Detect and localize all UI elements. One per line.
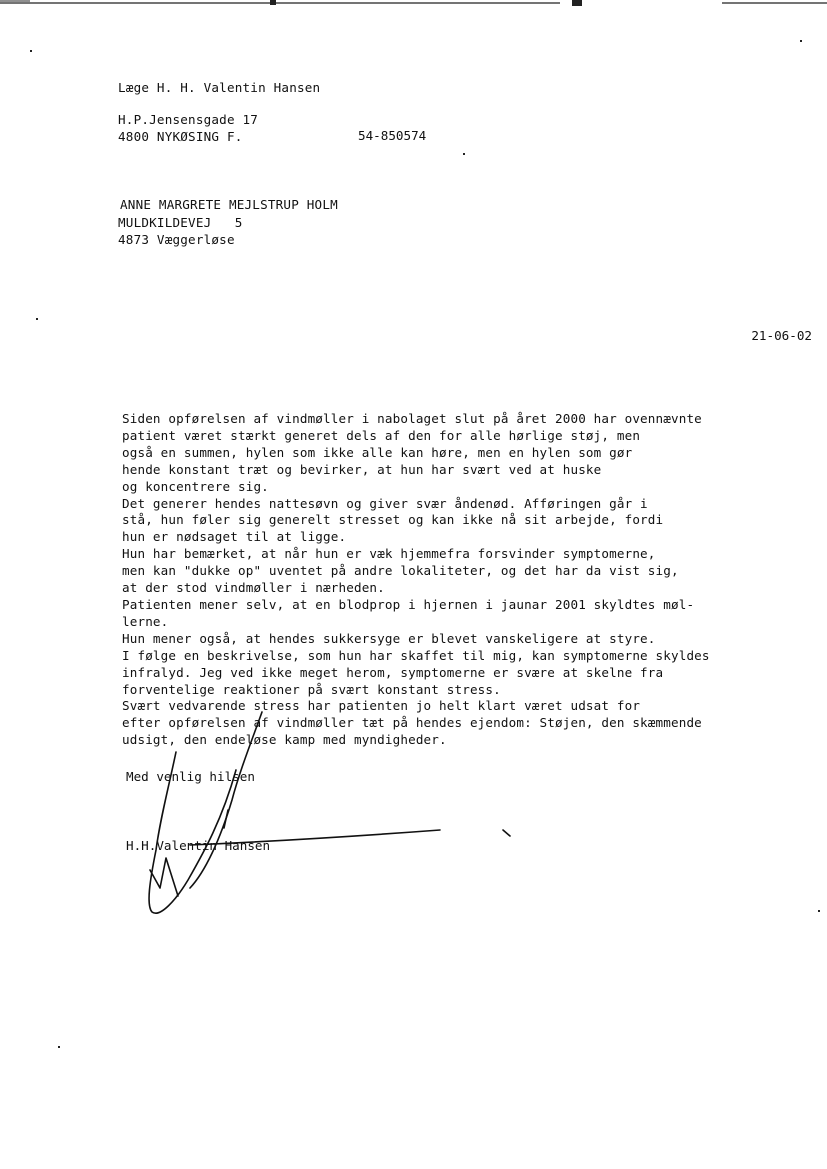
scan-artifact-top <box>0 0 827 10</box>
scan-speck <box>58 1046 60 1048</box>
body-line: hun er nødsaget til at ligge. <box>122 529 347 545</box>
body-line: og koncentrere sig. <box>122 478 269 494</box>
sender-street: H.P.Jensensgade 17 <box>118 112 259 127</box>
recipient-street: MULDKILDEVEJ 5 <box>118 215 243 230</box>
body-line: lerne. <box>122 613 169 629</box>
body-line: også en summen, hylen som ikke alle kan høre, men en hylen som gør <box>122 444 633 460</box>
body-line: stå, hun føler sig generelt stresset og kan ikke nå sit arbejde, fordi <box>122 512 664 528</box>
letter-date: 21-06-02 <box>751 328 812 343</box>
body-line: udsigt, den endeløse kamp med myndigheder. <box>122 732 447 748</box>
body-line: forventelige reaktioner på svært konstant stress. <box>122 681 501 697</box>
scan-speck <box>30 50 32 52</box>
signature-name: H.H.Valentin Hansen <box>126 838 271 853</box>
body-line: infralyd. Jeg ved ikke meget herom, symptomerne er svære at skelne fra <box>122 664 664 680</box>
scan-speck <box>463 153 465 155</box>
recipient-name: ANNE MARGRETE MEJLSTRUP HOLM <box>120 197 338 212</box>
sender-city: 4800 NYKØSING F. <box>118 129 243 144</box>
sender-phone: 54-850574 <box>358 128 427 143</box>
scan-speck <box>818 910 820 912</box>
body-line: Svært vedvarende stress har patienten jo helt klart været udsat for <box>122 698 641 714</box>
body-line: I følge en beskrivelse, som hun har skaffet til mig, kan symptomerne skyldes <box>122 647 710 663</box>
body-line: patient været stærkt generet dels af den for alle hørlige støj, men <box>122 427 641 443</box>
body-line: Det generer hendes nattesøvn og giver svær åndenød. Afføringen går i <box>122 495 648 511</box>
body-line: Patienten mener selv, at en blodprop i hjernen i jaunar 2001 skyldtes møl- <box>122 596 695 612</box>
sender-name: Læge H. H. Valentin Hansen <box>118 80 321 95</box>
recipient-city: 4873 Væggerløse <box>118 232 235 247</box>
body-line: hende konstant træt og bevirker, at hun har svært ved at huske <box>122 461 602 477</box>
body-line: Hun mener også, at hendes sukkersyge er blevet vanskeligere at styre. <box>122 630 656 646</box>
body-line: men kan "dukke op" uventet på andre lokaliteter, og det har da vist sig, <box>122 563 679 579</box>
body-line: at der stod vindmøller i nærheden. <box>122 580 385 596</box>
scan-speck <box>36 318 38 320</box>
letter-body <box>122 411 812 749</box>
closing-greeting: Med venlig hilsen <box>126 769 255 784</box>
body-line: Hun har bemærket, at når hun er væk hjemmefra forsvinder symptomerne, <box>122 546 656 562</box>
body-line: Siden opførelsen af vindmøller i nabolaget slut på året 2000 har ovennævnte <box>122 411 702 426</box>
body-line: efter opførelsen af vindmøller tæt på hendes ejendom: Støjen, den skæmmende <box>122 715 702 731</box>
scan-speck <box>800 40 802 42</box>
